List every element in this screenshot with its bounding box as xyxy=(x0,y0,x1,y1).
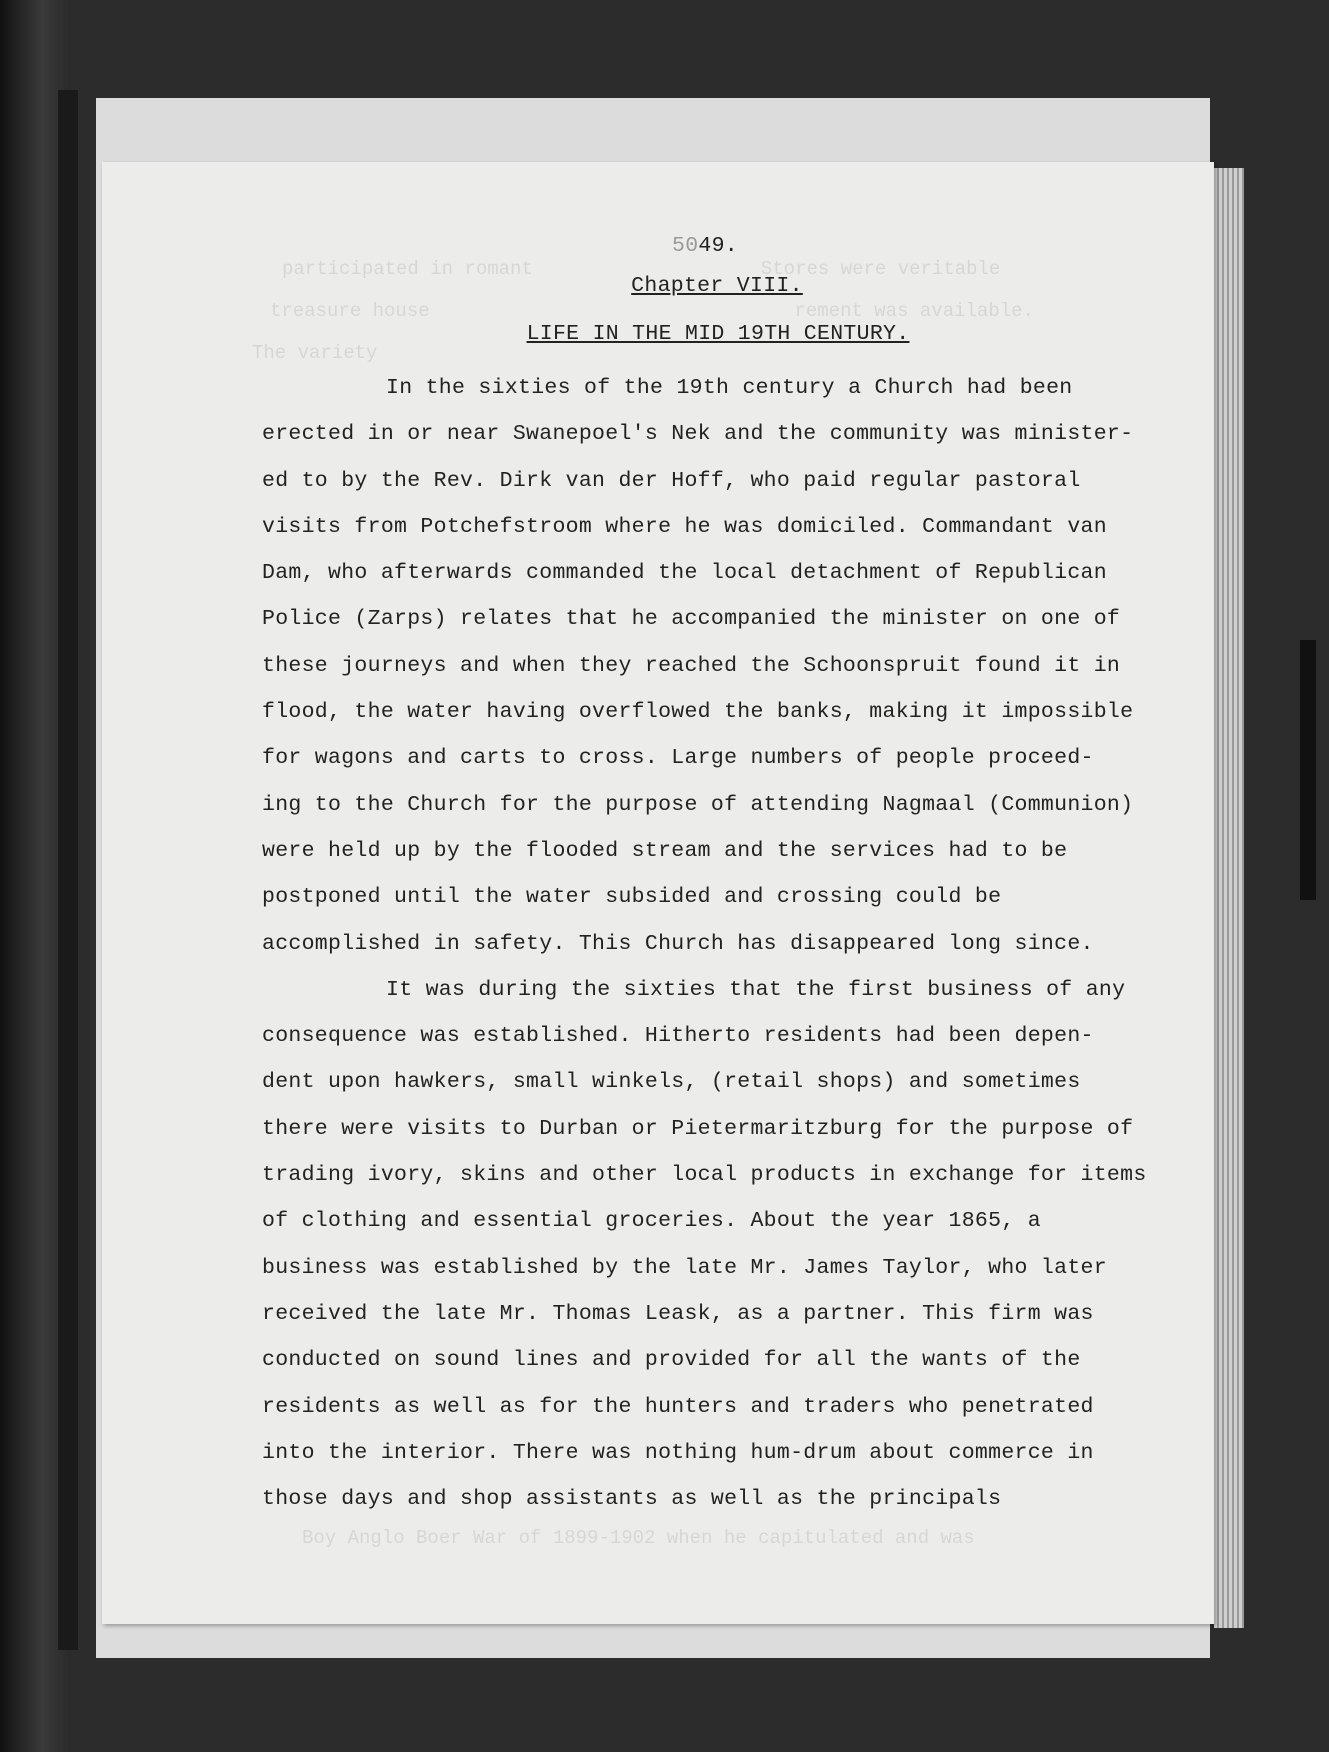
text-line: dent upon hawkers, small winkels, (retail shops) and sometimes xyxy=(262,1070,1081,1095)
text-line: Dam, who afterwards commanded the local detachment of Republican xyxy=(262,561,1107,586)
text-line: conducted on sound lines and provided for all the wants of the xyxy=(262,1348,1081,1373)
text-line: visits from Potchefstroom where he was domiciled. Commandant van xyxy=(262,514,1107,539)
text-line: ed to by the Rev. Dirk van der Hoff, who paid regular pastoral xyxy=(262,468,1081,493)
text-line: residents as well as for the hunters and traders who penetrated xyxy=(262,1394,1094,1419)
text-line: postponed until the water subsided and crossing could be xyxy=(262,885,1002,910)
text-line: flood, the water having overflowed the banks, making it impossible xyxy=(262,700,1134,725)
text-line: were held up by the flooded stream and the services had to be xyxy=(262,838,1068,863)
text-line: into the interior. There was nothing hum-drum about commerce in xyxy=(262,1440,1094,1465)
bleed-line: participated in romant Stores were veritable xyxy=(282,258,1001,280)
text-line: consequence was established. Hitherto residents had been depen- xyxy=(262,1024,1094,1049)
bleed-line: The variety xyxy=(252,342,378,364)
chapter-heading: LIFE IN THE MID 19TH CENTURY. xyxy=(526,322,910,346)
text-line: accomplished in safety. This Church has disappeared long since. xyxy=(262,931,1094,956)
text-line: Police (Zarps) relates that he accompanied the minister on one of xyxy=(262,607,1121,632)
page-stack-edge xyxy=(1214,168,1244,1628)
page-number-value: 49. xyxy=(698,234,739,258)
typewritten-page xyxy=(102,162,1214,1624)
text-line: trading ivory, skins and other local products in exchange for items xyxy=(262,1163,1147,1188)
bleed-line: Boy Anglo Boer War of 1899-1902 when he capitulated and was xyxy=(302,1527,975,1549)
text-line: for wagons and carts to cross. Large numbers of people proceed- xyxy=(262,746,1094,771)
text-line: there were visits to Durban or Pietermaritzburg for the purpose of xyxy=(262,1116,1134,1141)
text-line: erected in or near Swanepoel's Nek and the community was minister- xyxy=(262,422,1134,447)
text-line: It was during the sixties that the first business of any xyxy=(386,977,1126,1002)
text-line: those days and shop assistants as well as the principals xyxy=(262,1487,1002,1512)
page-number xyxy=(672,234,738,258)
faint-page-number: 50 xyxy=(672,234,699,258)
text-line: ing to the Church for the purpose of attending Nagmaal (Communion) xyxy=(262,792,1134,817)
text-line: of clothing and essential groceries. About the year 1865, a xyxy=(262,1209,1041,1234)
text-line: business was established by the late Mr. James Taylor, who later xyxy=(262,1255,1107,1280)
text-line: received the late Mr. Thomas Leask, as a partner. This firm was xyxy=(262,1301,1094,1326)
text-line: In the sixties of the 19th century a Church had been xyxy=(386,376,1073,400)
binder-clip xyxy=(1300,640,1316,900)
body-text xyxy=(262,365,1147,1522)
binder-edge xyxy=(58,90,78,1650)
chapter-title: Chapter VIII. xyxy=(631,274,803,298)
bleed-line: treasure house rement was available. xyxy=(270,300,1034,322)
text-line: these journeys and when they reached the Schoonspruit found it in xyxy=(262,653,1121,678)
